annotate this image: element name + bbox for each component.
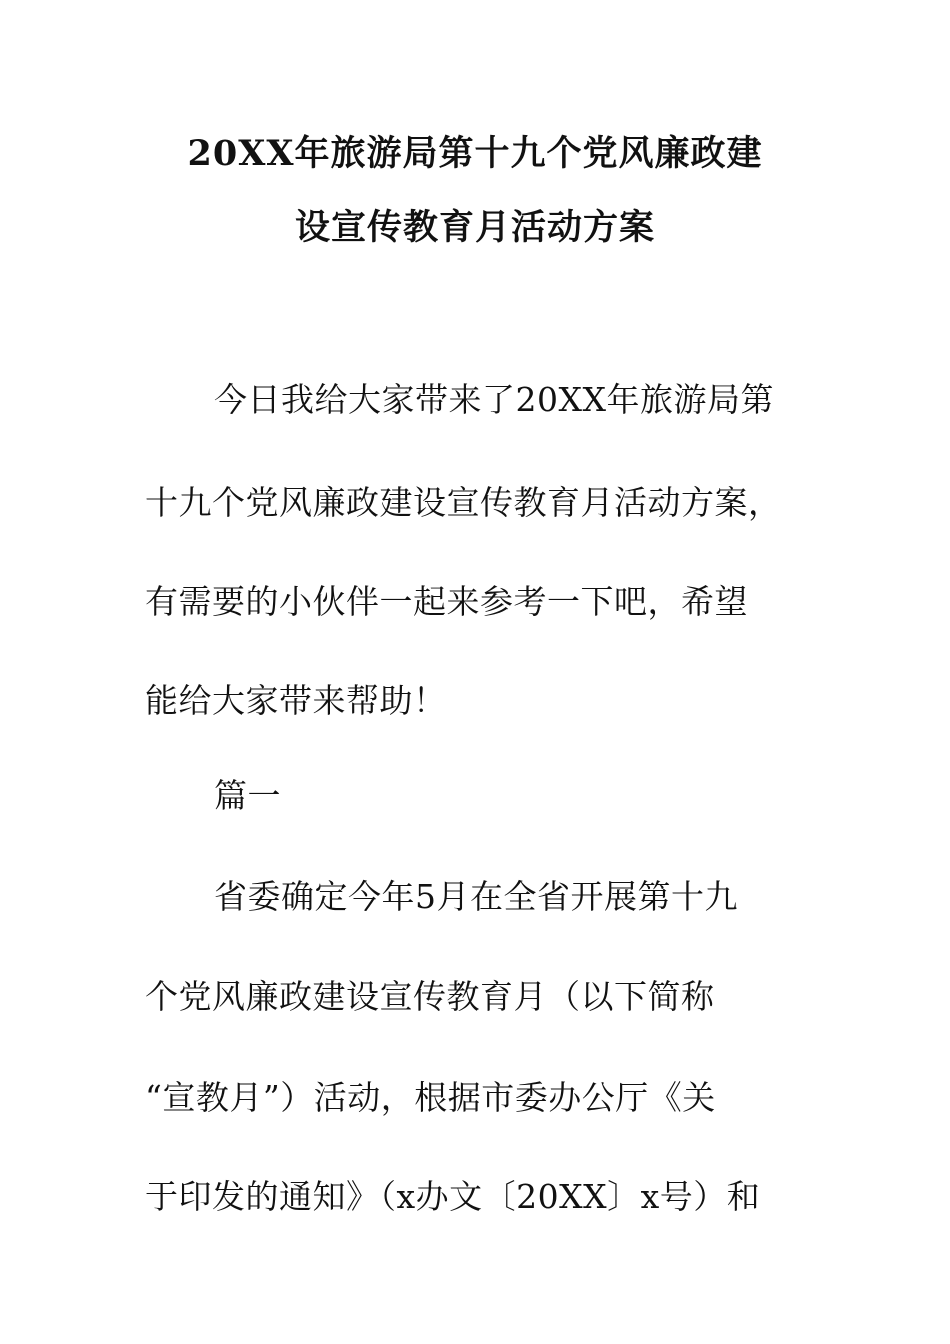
body-line: “宣教月”）活动，根据市委办公厅《关 <box>145 1078 716 1117</box>
document-title-line-2: 设宣传教育月活动方案 <box>294 207 655 248</box>
section-heading: 篇一 <box>214 776 281 815</box>
body-line: 能给大家带来帮助！ <box>145 681 447 720</box>
body-line: 省委确定今年5月在全省开展第十九 <box>214 877 738 916</box>
body-line: 于印发的通知》（x办文〔20XX〕x号）和 <box>145 1177 761 1216</box>
body-line: 今日我给大家带来了20XX年旅游局第 <box>214 380 774 419</box>
body-line: 十九个党风廉政建设宣传教育月活动方案， <box>145 483 782 522</box>
body-line: 有需要的小伙伴一起来参考一下吧，希望 <box>145 582 748 621</box>
body-line: 个党风廉政建设宣传教育月（以下简称 <box>145 977 715 1016</box>
document-title-line-1: 20XX年旅游局第十九个党风廉政建 <box>187 133 763 174</box>
